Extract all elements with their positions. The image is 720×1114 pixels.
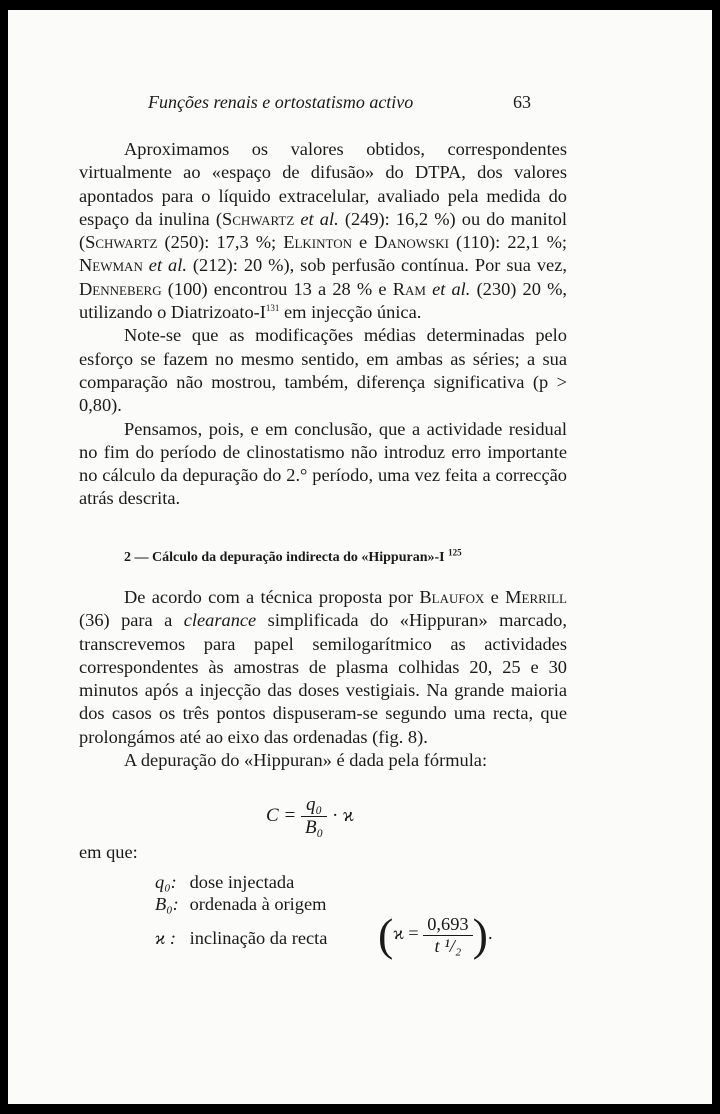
formula-fraction: $\frac{\text{q₀}}{\text{B₀}}$ <box>301 794 327 839</box>
author-name: Newman <box>79 255 143 276</box>
author-name: Denneberg <box>79 278 162 299</box>
paragraph-2: Note-se que as modificações médias determinadas pelo esforço se fazem no mesmo sentido, em ambas as séries; a sua comparação não mostrou, também, diferença significativa (p > 0,80). <box>79 325 567 416</box>
document-page <box>8 10 712 1104</box>
author-name: Schwartz <box>85 232 158 253</box>
author-name: Schwartz <box>221 208 295 229</box>
kappa-formula: (ϰ = $\frac{0,693}{\text{t ¹/₂}}$ ). <box>378 909 493 960</box>
page-number: 63 <box>513 92 531 112</box>
paragraph-1: Aproximamos os valores obtidos, correspondentes virtualmente ao «espaço de difusão» do DTPA, dos valores apontados para o líquido extracelular, avaliado pela medida do espaço da inulina (Schwartz et al. (249): 16,2 %) ou do manitol (Schwartz (250): 17,3 %; Elkinton e Danowski (110): 22,1 %; Newman et al. (212): 20 %), sob perfusão contínua. Por sua vez, Denneberg (100) encontrou 13 a 28 % e Ram et al. (230) 20 %, utilizando o Diatrizoato-$I^{131}$ em injecção única. <box>79 139 568 323</box>
paragraph-5: A depuração do «Hippuran» é dada pela fórmula: <box>124 750 488 771</box>
author-name: Blaufox <box>419 587 485 607</box>
author-name: Merrill <box>505 587 568 607</box>
clearance-formula: C = $\frac{\text{q₀}}{\text{B₀}}$ · ϰ <box>266 794 354 838</box>
definition-b0: B₀: ordenada à origem <box>155 894 327 914</box>
kappa-fraction: $\frac{0,693}{\text{t ¹/₂}}$ <box>423 914 472 957</box>
author-name: Ram <box>392 278 426 299</box>
section-heading: 2 — Cálculo da depuração indirecta do «Hippuran»-I $^{125}$ <box>124 547 462 565</box>
definition-kappa: ϰ : inclinação da recta <box>155 928 328 948</box>
running-title: Funções renais e ortostatismo activo <box>148 92 414 112</box>
em-que-label: em que: <box>79 842 138 862</box>
definition-q0: q₀: dose injectada <box>155 872 295 892</box>
author-name: Danowski <box>374 232 449 253</box>
text-block-1 <box>79 138 567 511</box>
author-name: Elkinton <box>283 232 352 253</box>
text-block-2 <box>79 586 567 772</box>
paragraph-4: De acordo com a técnica proposta por Blaufox e Merrill (36) para a clearance simplificada do «Hippuran» marcado, transcrevemos para papel semilogarítmico as actividades correspondentes às amostras de plasma colhidas 20, 25 e 30 minutos após a injecção das doses vestigiais. Na grande maioria dos casos os três pontos dispuseram-se segundo uma recta, que prolongámos até ao eixo das ordenadas (fig. 8). <box>79 587 568 747</box>
paragraph-3: Pensamos, pois, e em conclusão, que a actividade residual no fim do período de clinostatismo não introduz erro importante no cálculo da depuração do 2.° período, uma vez feita a correcção atrás descrita. <box>79 418 567 509</box>
